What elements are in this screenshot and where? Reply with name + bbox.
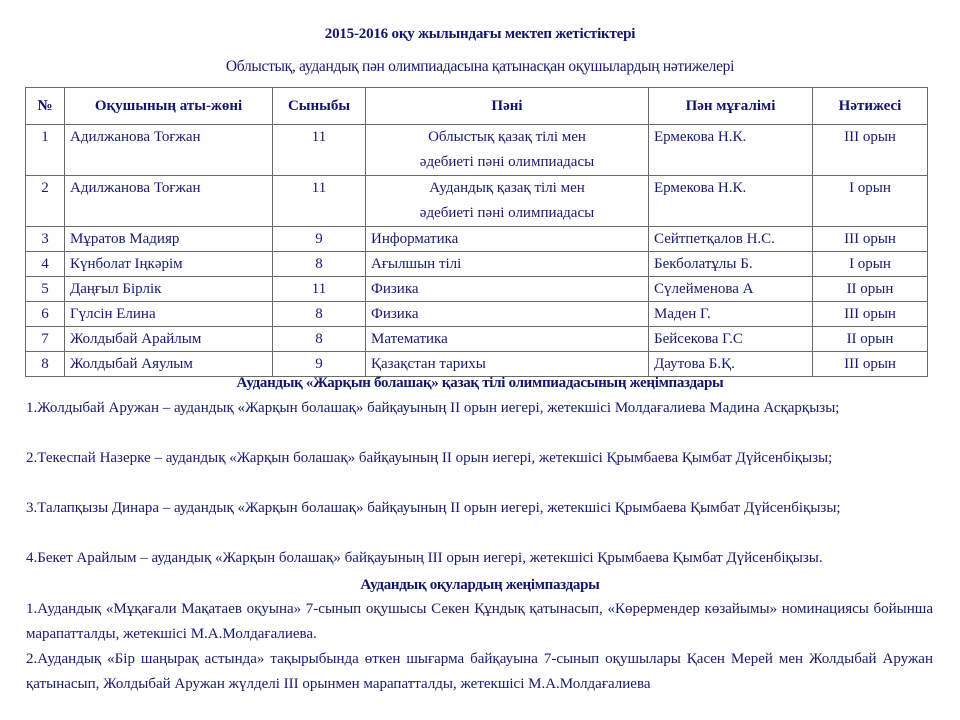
cell-teacher: Сүлейменова А [649, 277, 813, 302]
winner-item: 3.Талапқызы Динара – аудандық «Жарқын болашақ» байқауының II орын иегері, жетекшісі Қрымбаева Қымбат Дүйсенбіқызы; [26, 500, 841, 516]
table-row [26, 302, 928, 327]
table-row [26, 125, 928, 176]
cell-subject [366, 125, 649, 176]
header-student-name: Оқушының аты-жөні [65, 88, 273, 125]
cell-teacher: Маден Г. [649, 302, 813, 327]
cell-number: 3 [26, 227, 65, 252]
cell-grade: 11 [273, 277, 366, 302]
cell-teacher: Даутова Б.Қ. [649, 352, 813, 377]
table-row [26, 252, 928, 277]
cell-result: III орын [813, 227, 928, 252]
cell-subject-line: әдебиеті пәні олимпиадасы [419, 154, 595, 170]
cell-number: 4 [26, 252, 65, 277]
cell-subject: Информатика [366, 227, 649, 252]
cell-teacher: Бейсекова Г.С [649, 327, 813, 352]
cell-number: 2 [26, 176, 65, 227]
cell-student-name: Мұратов Мадияр [65, 227, 273, 252]
page-title: 2015-2016 оқу жылындағы мектеп жетістіктері [324, 26, 636, 42]
table-row [26, 227, 928, 252]
cell-grade: 11 [273, 125, 366, 176]
cell-number: 8 [26, 352, 65, 377]
cell-subject-line: әдебиеті пәні олимпиадасы [419, 205, 595, 221]
cell-subject: Қазақстан тарихы [366, 352, 649, 377]
cell-student-name: Адилжанова Тоғжан [65, 176, 273, 227]
results-table [25, 87, 928, 377]
cell-result: I орын [813, 252, 928, 277]
header-grade: Сыныбы [273, 88, 366, 125]
cell-student-name: Жолдыбай Аяулым [65, 352, 273, 377]
cell-student-name: Гүлсін Елина [65, 302, 273, 327]
cell-result: III орын [813, 302, 928, 327]
cell-teacher: Ермекова Н.К. [649, 176, 813, 227]
page-subtitle: Облыстық, аудандық пән олимпиадасына қатынасқан оқушылардың нәтижелері [225, 58, 735, 75]
winner-item: 4.Бекет Арайлым – аудандық «Жарқын болашақ» байқауының III орын иегері, жетекшісі Қрымбаева Қымбат Дүйсенбіқызы. [26, 550, 823, 566]
cell-result: III орын [813, 125, 928, 176]
header-teacher: Пән мұғалімі [649, 88, 813, 125]
cell-subject: Физика [366, 302, 649, 327]
cell-number: 6 [26, 302, 65, 327]
table-row [26, 327, 928, 352]
cell-grade: 8 [273, 327, 366, 352]
cell-grade: 8 [273, 252, 366, 277]
cell-subject: Физика [366, 277, 649, 302]
cell-student-name: Күнболат Іңкәрім [65, 252, 273, 277]
winner-item: 2.Аудандық «Бір шаңырақ астында» тақырыбында өткен шығарма байқауына 7-сынып оқушылары Қасен Мерей мен Жолдыбай Аружан қатынасып, Жолдыбай Аружан жүлделі III орынмен марапатталды, жетекшісі М.А.Молдағалиева [26, 651, 933, 692]
header-subject: Пәні [366, 88, 649, 125]
cell-grade: 9 [273, 352, 366, 377]
cell-subject-line: Облыстық қазақ тілі мен [428, 129, 586, 145]
cell-student-name: Даңғыл Бірлік [65, 277, 273, 302]
cell-teacher: Сейтпетқалов Н.С. [649, 227, 813, 252]
cell-subject: Ағылшын тілі [366, 252, 649, 277]
cell-subject: Математика [366, 327, 649, 352]
cell-number: 7 [26, 327, 65, 352]
cell-subject [366, 176, 649, 227]
cell-grade: 8 [273, 302, 366, 327]
cell-teacher: Бекболатұлы Б. [649, 252, 813, 277]
cell-result: II орын [813, 327, 928, 352]
table-row [26, 277, 928, 302]
cell-student-name: Адилжанова Тоғжан [65, 125, 273, 176]
table-row [26, 176, 928, 227]
cell-subject-line: Аудандық қазақ тілі мен [429, 180, 585, 196]
cell-student-name: Жолдыбай Арайлым [65, 327, 273, 352]
cell-grade: 11 [273, 176, 366, 227]
section-heading-zharkyn-bolashak: Аудандық «Жарқын болашақ» қазақ тілі олимпиадасының жеңімпаздары [236, 375, 724, 391]
winner-item: 1.Жолдыбай Аружан – аудандық «Жарқын болашақ» байқауының II орын иегері, жетекшісі Молдағалиева Мадина Асқарқызы; [26, 400, 840, 416]
winner-item: 2.Текеспай Назерке – аудандық «Жарқын болашақ» байқауының II орын иегері, жетекшісі Қрымбаева Қымбат Дүйсенбіқызы; [26, 450, 833, 466]
cell-grade: 9 [273, 227, 366, 252]
header-result: Нәтижесі [813, 88, 928, 125]
cell-result: III орын [813, 352, 928, 377]
winner-item: 1.Аудандық «Мұқағали Мақатаев оқуына» 7-сынып оқушысы Секен Құндық қатынасып, «Көрермендер көзайымы» номинациясы бойынша марапатталды, жетекшісі М.А.Молдағалиева. [26, 601, 933, 642]
cell-result: I орын [813, 176, 928, 227]
cell-number: 5 [26, 277, 65, 302]
section-heading-readings-winners: Аудандық оқулардың жеңімпаздары [360, 577, 600, 593]
cell-teacher: Ермекова Н.К. [649, 125, 813, 176]
cell-number: 1 [26, 125, 65, 176]
table-row [26, 352, 928, 377]
table-header-row [26, 88, 928, 125]
header-number: № [26, 88, 65, 125]
cell-result: II орын [813, 277, 928, 302]
